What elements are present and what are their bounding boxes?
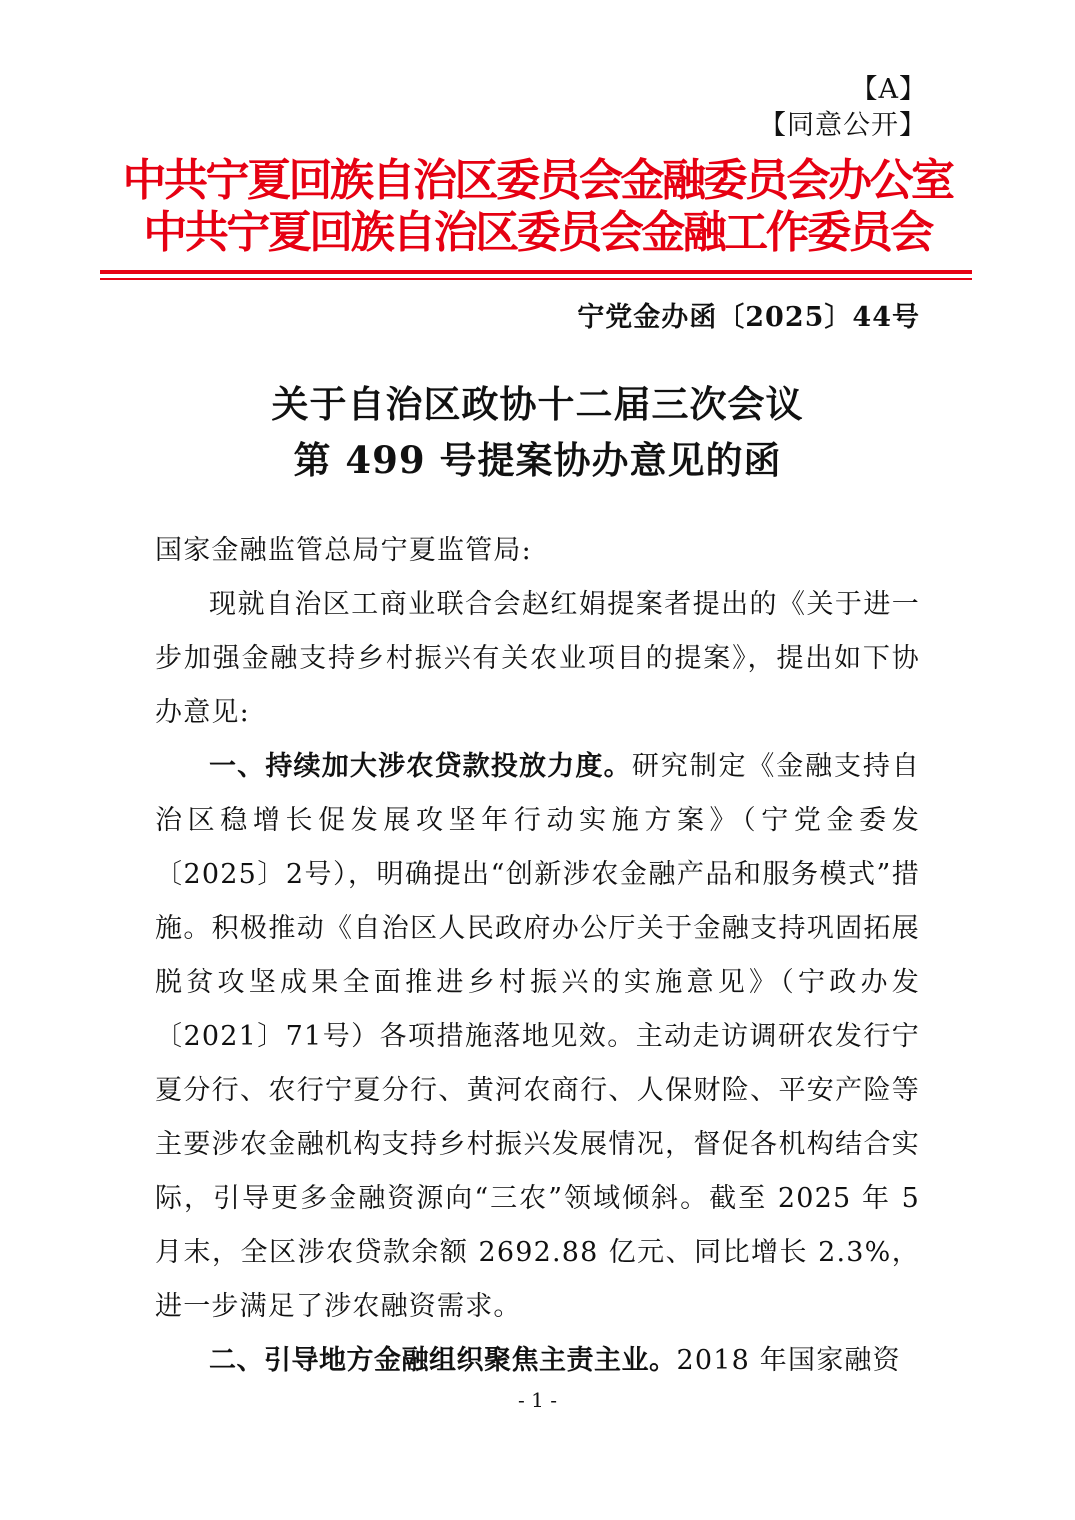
document-marks [759,72,927,144]
disclosure-mark: 【同意公开】 [759,110,927,141]
intro-paragraph: 现就自治区工商业联合会赵红娟提案者提出的《关于进一步加强金融支持乡村振兴有关农业项目的提案》，提出如下协办意见: [155,589,920,728]
salutation: 国家金融监管总局宁夏监管局: [155,535,532,566]
section-1-heading: 一、持续加大涉农贷款投放力度。 [209,751,632,782]
page-number: - 1 - [518,1388,557,1412]
section-1-paragraph [155,740,920,1334]
section-2-heading: 二、引导地方金融组织聚焦主责主业。 [209,1345,677,1376]
divider-thick [100,270,972,274]
title-line-2: 第 499 号提案协办意见的函 [293,438,782,482]
issuer-line-2: 中共宁夏回族自治区委员会金融工作委员会 [143,207,932,258]
issuer-header [100,155,975,259]
title-line-1: 关于自治区政协十二届三次会议 [271,382,804,426]
document-body [155,524,920,1388]
section-2-text: 2018 年国家融资 [676,1345,901,1376]
issuer-line-1: 中共宁夏回族自治区委员会金融委员会办公室 [122,155,953,206]
divider-thin [100,278,972,280]
document-number: 宁党金办函〔2025〕44号 [577,302,920,333]
document-title [100,376,975,488]
section-2-paragraph [155,1334,920,1388]
section-1-text: 研究制定《金融支持自治区稳增长促发展攻坚年行动实施方案》（宁党金委发〔2025〕2号），明确提出“创新涉农金融产品和服务模式”措施。积极推动《自治区人民政府办公厅关于金融支持巩固拓展脱贫攻坚成果全面推进乡村振兴的实施意见》（宁政办发〔2021〕71号）各项措施落地见效。主动走访调研农发行宁夏分行、农行宁夏分行、黄河农商行、人保财险、平安产险等主要涉农金融机构支持乡村振兴发展情况，督促各机构结合实际，引导更多金融资源向“三农”领域倾斜。截至 2025 年 5 月末，全区涉农贷款余额 2692.88 亿元、同比增长 2.3%，进一步满足了涉农融资需求。 [155,751,920,1322]
header-divider [100,270,972,280]
classification-mark: 【A】 [850,74,927,105]
